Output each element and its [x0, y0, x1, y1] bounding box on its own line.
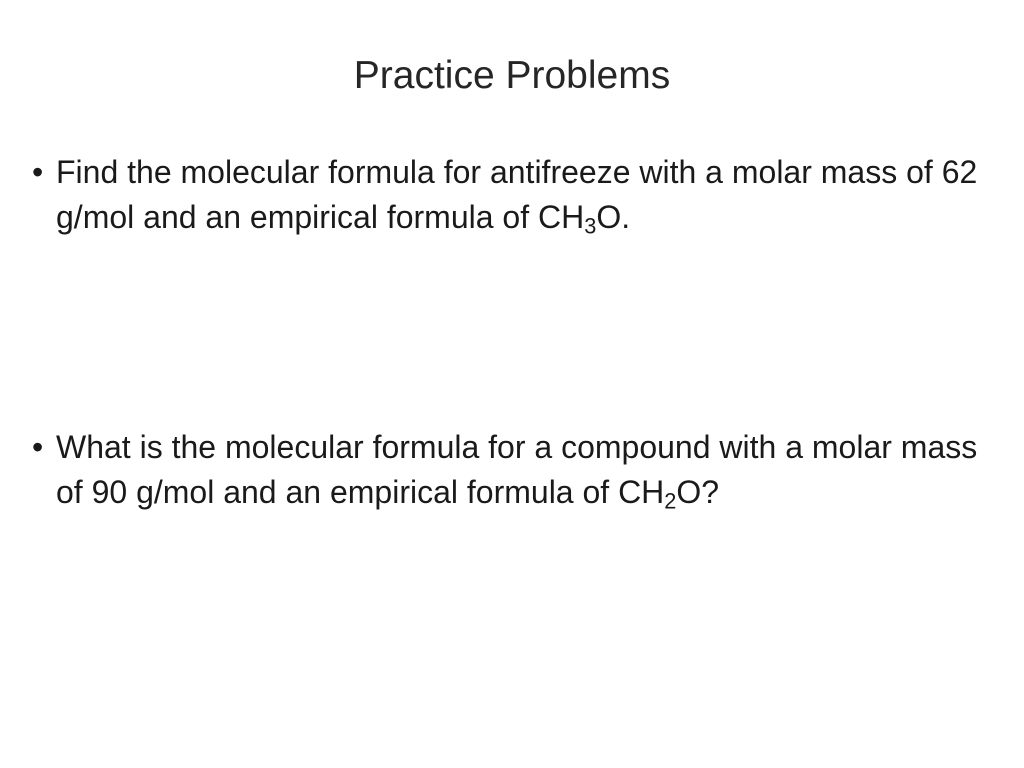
bullet-text-end: O.: [596, 199, 631, 235]
bullet-text: Find the molecular formula for antifreeze with a molar mass of 62 g/mol and an empirical formula of CH: [56, 154, 978, 235]
formula-subscript: 3: [584, 213, 597, 239]
bullet-list: [32, 150, 1007, 515]
bullet-dot: •: [32, 429, 44, 465]
bullet-text: What is the molecular formula for a compound with a molar mass of 90 g/mol and an empirical formula of CH: [56, 429, 978, 510]
bullet-text-end: O?: [676, 474, 720, 510]
bullet-item-antifreeze: [32, 150, 1007, 240]
slide-title: Practice Problems: [353, 54, 671, 97]
bullet-dot: •: [32, 154, 44, 190]
formula-subscript: 2: [664, 488, 677, 514]
bullet-item-compound: [32, 425, 1007, 515]
